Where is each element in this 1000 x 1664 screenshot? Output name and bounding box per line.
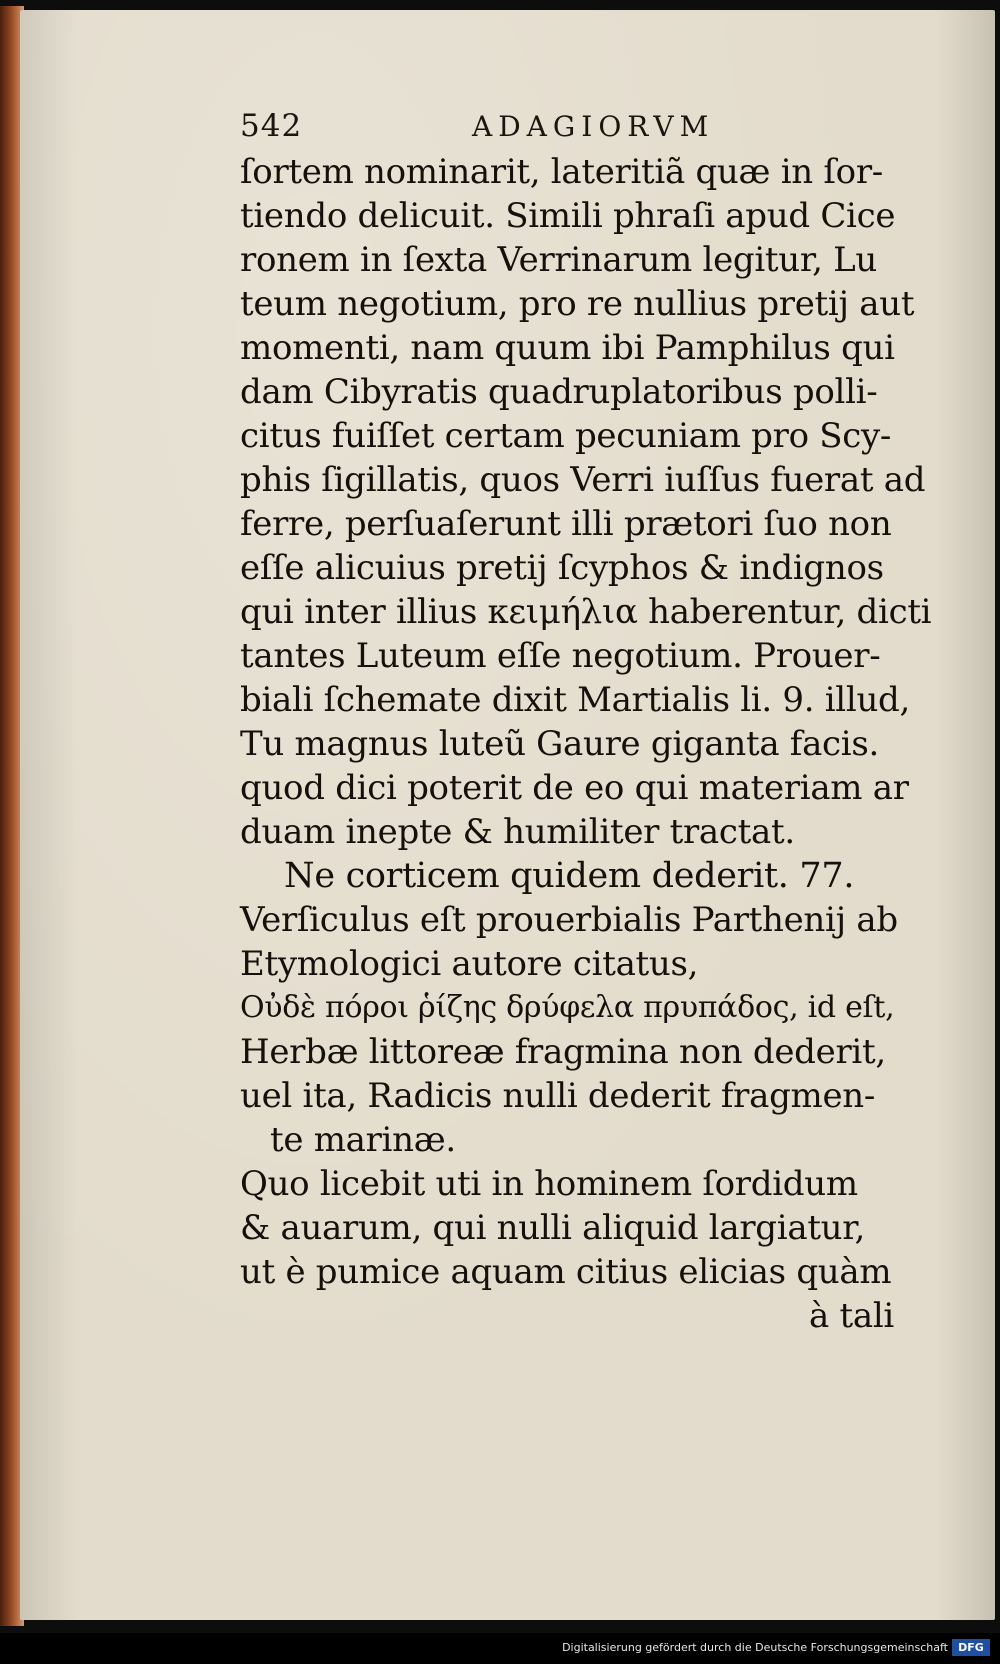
text-line: Tu magnus luteũ Gaure giganta facis.: [240, 724, 880, 764]
verse-line: Herbæ littoreæ fragmina non dederit,: [240, 1032, 886, 1072]
text-line: phis ſigillatis, quos Verri iuſſus fuerat ad: [240, 460, 926, 500]
text-line: eſſe alicuius pretij ſcyphos & indignos: [240, 548, 884, 588]
text-line: ut è pumice aquam citius elicias quàm: [240, 1252, 892, 1292]
text-line: qui inter illius κειμήλια haberentur, dicti: [240, 592, 932, 632]
text-line: ferre, perſuaſerunt illi prætori ſuo non: [240, 504, 892, 544]
greek-quotation: Οὐδὲ πόροι ῥίζης δρύφελα πρυπάδος, id eſt,: [240, 990, 895, 1025]
text-line: momenti, nam quum ibi Pamphilus qui: [240, 328, 895, 368]
verse-line: uel ita, Radicis nulli dederit fragmen-: [240, 1076, 876, 1116]
text-line: duam inepte & humiliter tractat.: [240, 812, 795, 852]
dfg-logo: DFG: [952, 1639, 990, 1656]
text-line: tiendo delicuit. Simili phraſi apud Cice: [240, 196, 896, 236]
text-line: ronem in ſexta Verrinarum legitur, Lu: [240, 240, 877, 280]
running-head-title: ADAGIORVM: [472, 110, 715, 143]
text-line: dam Cibyratis quadruplatoribus polli-: [240, 372, 878, 412]
text-line: tantes Luteum eſſe negotium. Prouer-: [240, 636, 881, 676]
adage-heading: Ne corticem quidem dederit. 77.: [284, 856, 855, 896]
digitization-footer: [0, 1633, 1000, 1664]
verse-line-end: te marinæ.: [270, 1120, 456, 1160]
running-head: [240, 108, 800, 148]
text-line: Quo licebit uti in hominem ſordidum: [240, 1164, 858, 1204]
text-line: teum negotium, pro re nullius pretij aut: [240, 284, 915, 324]
text-line: biali ſchemate dixit Martialis li. 9. illud,: [240, 680, 911, 720]
footer-credit: Digitalisierung gefördert durch die Deutsche Forschungsgemeinschaft: [562, 1641, 948, 1654]
text-line: quod dici poterit de eo qui materiam ar: [240, 768, 909, 808]
text-line: & auarum, qui nulli aliquid largiatur,: [240, 1208, 866, 1248]
text-line: ſortem nominarit, lateritiã quæ in ſor-: [240, 152, 883, 192]
text-line: Verſiculus eſt prouerbialis Parthenij ab: [240, 900, 898, 940]
catchword: à tali: [809, 1296, 894, 1336]
text-line: Etymologici autore citatus,: [240, 944, 699, 984]
text-line: citus fuiſſet certam pecuniam pro Scy-: [240, 416, 892, 456]
page-number: 542: [240, 108, 303, 144]
main-text-block: [240, 150, 940, 1338]
